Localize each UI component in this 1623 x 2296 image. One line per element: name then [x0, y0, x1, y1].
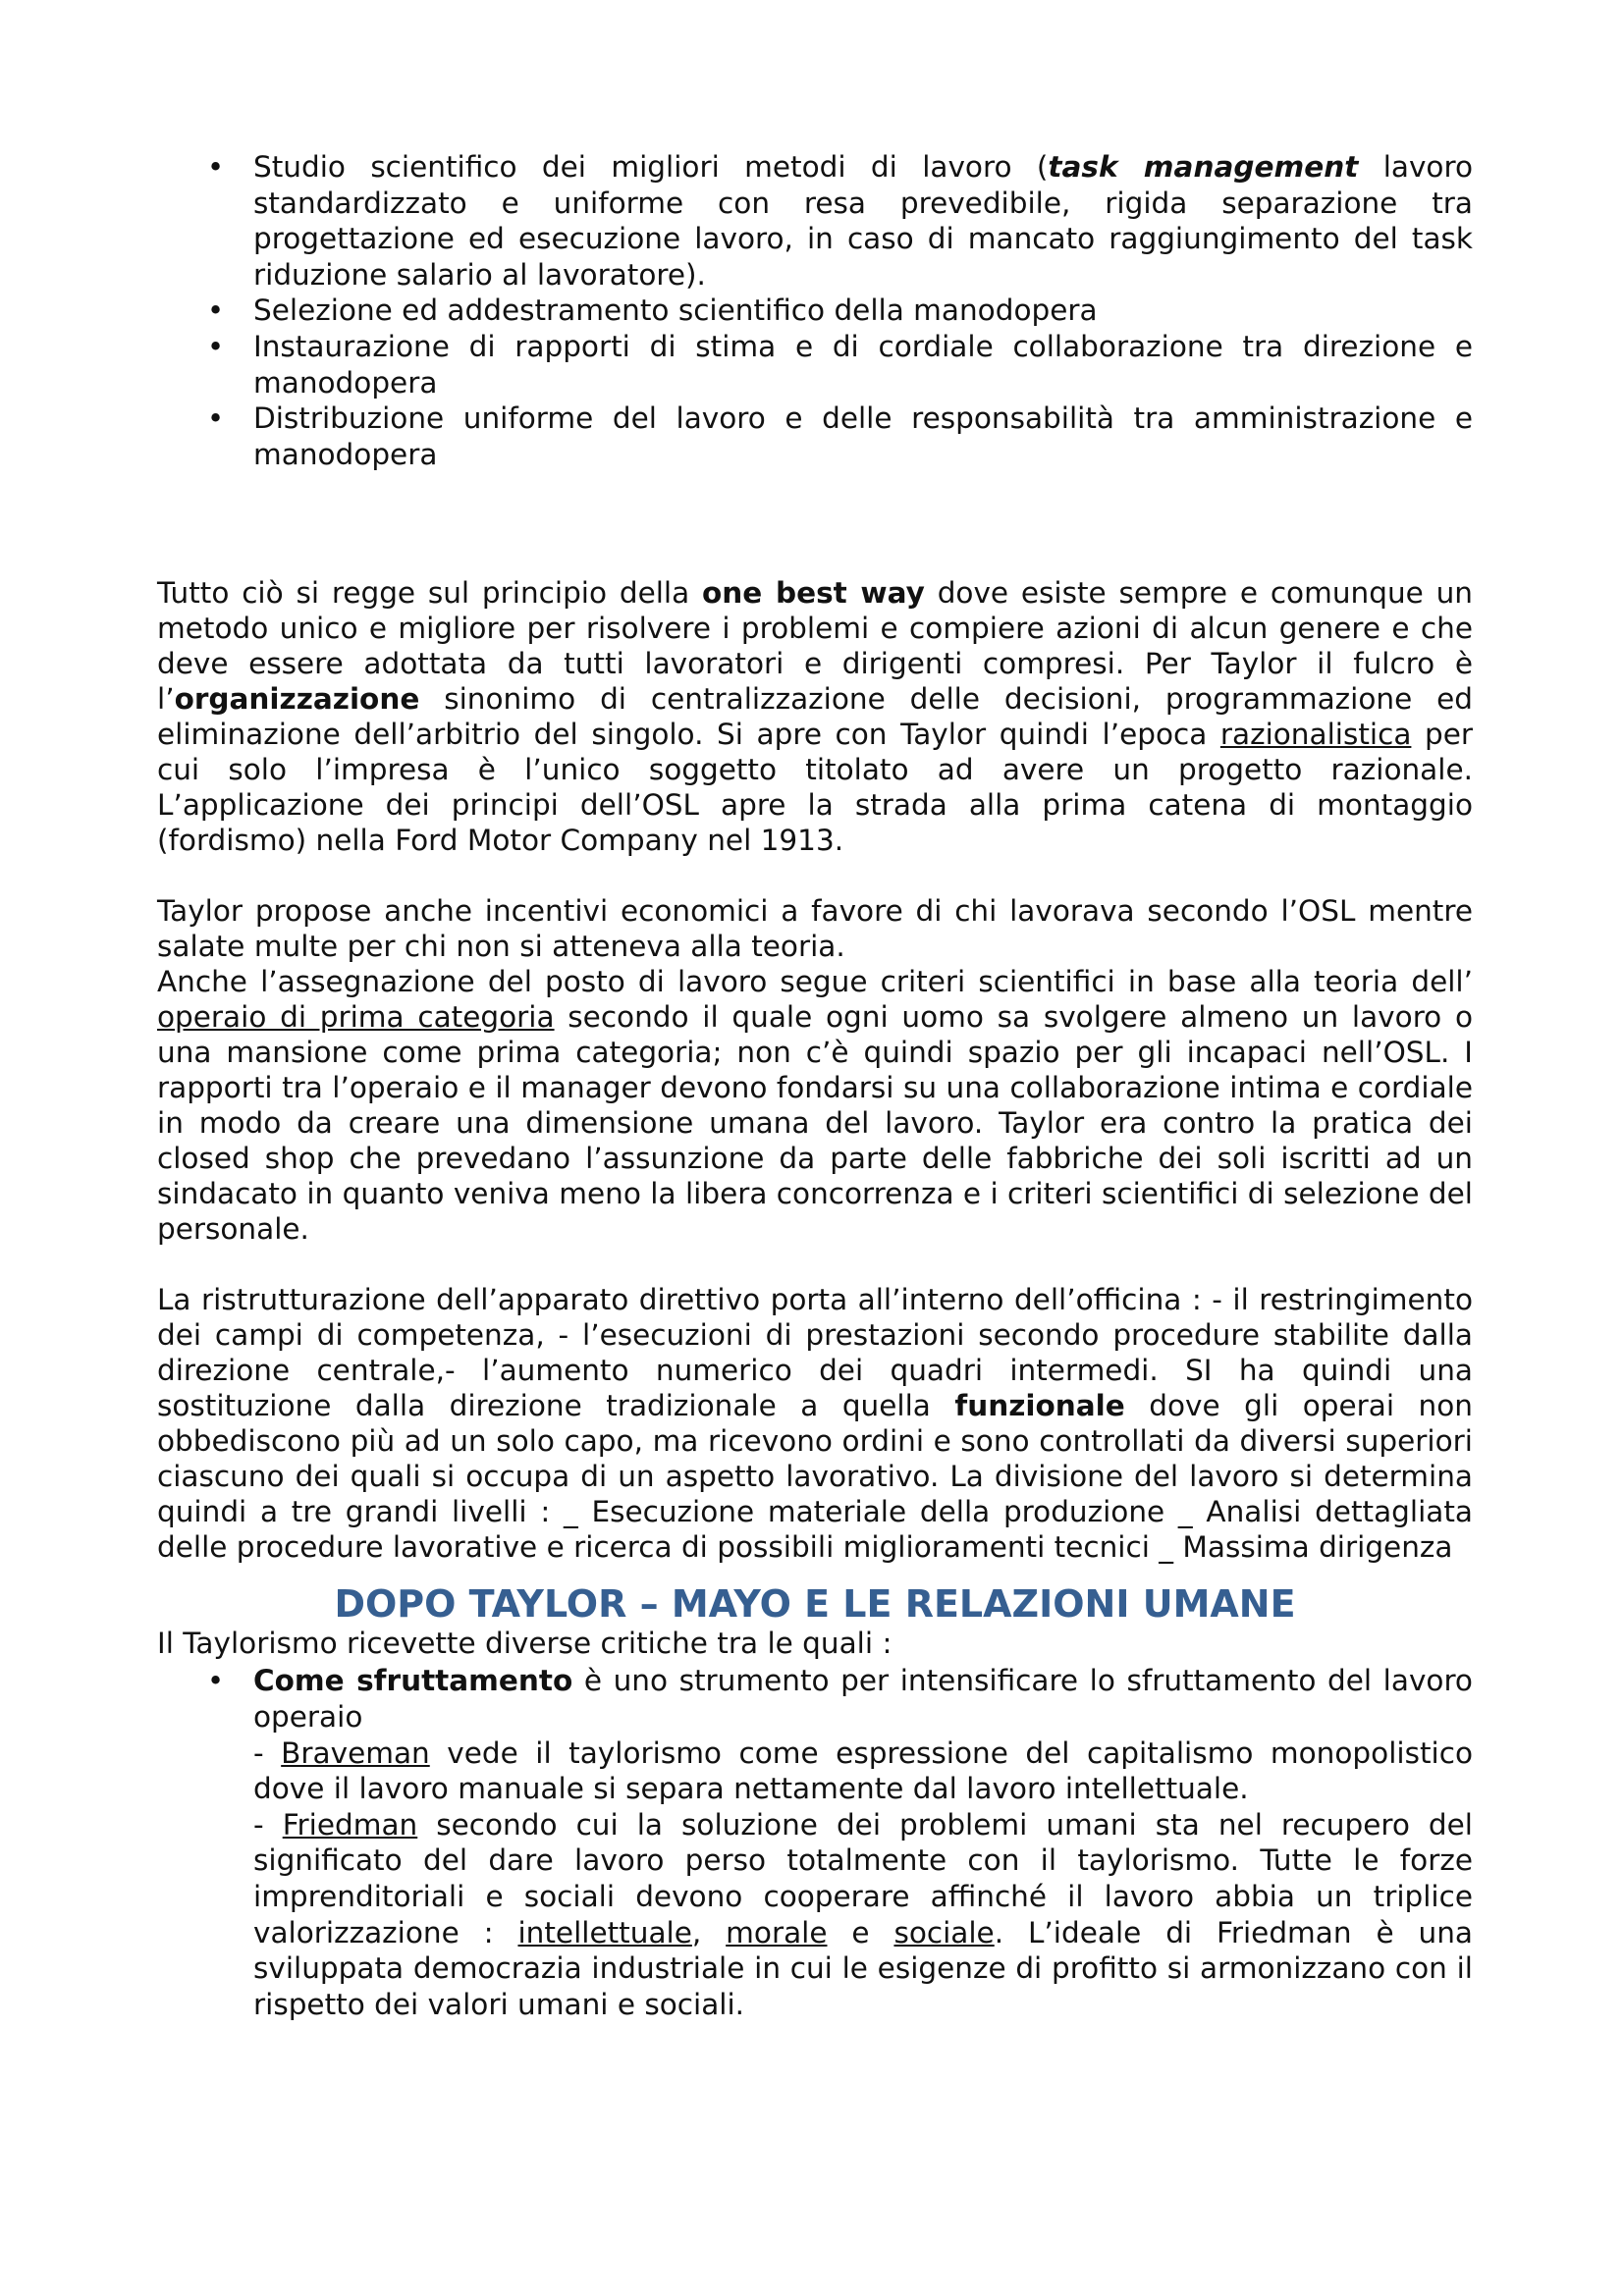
underlined-term: Braveman — [281, 1735, 430, 1770]
underlined-term: Friedman — [282, 1807, 418, 1842]
underlined-term: razionalistica — [1219, 718, 1412, 752]
paragraph-incentives: Taylor propose anche incentivi economici a favore di chi lavorava secondo l’OSL mentre salate multe per chi non si atteneva alla teoria. — [157, 894, 1473, 964]
bold-italic-term: task management — [1048, 150, 1359, 184]
paragraph-restructuring: La ristrutturazione dell’apparato direttivo porta all’interno dell’officina : - il restringimento dei campi di competenza, - l’esecuzioni di prestazioni secondo procedure stabilite dalla direzione centrale,- l’aumento numerico dei quadri intermedi. SI ha quindi una sostituzione dalla direzione tradizionale a quella funzionale dove gli operai non obbediscono più ad un solo capo, ma ricevono ordini e sono controllati da diversi superiori ciascuno dei quali si occupa di un aspetto lavorativo. La divisione del lavoro si determina quindi a tre grandi livelli : _ Esecuzione materiale della produzione _ Analisi dettagliata delle procedure lavorative e ricerca di possibili miglioramenti tecnici _ Massima dirigenza — [157, 1283, 1474, 1565]
underlined-term: sociale — [893, 1915, 995, 1949]
bullet-icon: • — [207, 401, 225, 436]
list-item: • Studio scientifico dei migliori metodi di lavoro (task management lavoro standardizzato e uniforme con resa prevedibile, rigida separazione tra progettazione ed esecuzione lavoro, in caso di mancato raggiungimento del task riduzione salario al lavoratore). — [207, 150, 1474, 292]
paragraph-assignment: Anche l’assegnazione del posto di lavoro segue criteri scientifici in base alla teoria dell’ operaio di prima categoria secondo il quale ogni uomo sa svolgere almeno un lavoro o una mansione come prima categoria; non c’è quindi spazio per gli incapaci nell’OSL. I rapporti tra l’operaio e il manager devono fondarsi su una collaborazione intima e cordiale in modo da creare una dimensione umana del lavoro. Taylor era contro la pratica dei closed shop che prevedano l’assunzione da parte delle fabbriche dei soli iscritti ad un sindacato in quanto veniva meno la libera concorrenza e i criteri scientifici di selezione del personale. — [157, 965, 1473, 1247]
principles-list — [157, 149, 1473, 472]
critiques-intro: Il Taylorismo ricevette diverse critiche tra le quali : — [157, 1627, 893, 1661]
bullet-icon: • — [207, 294, 225, 328]
critiques-list — [157, 1663, 1473, 2022]
paragraph-one-best-way: Tutto ciò si regge sul principio della one best way dove esiste sempre e comunque un metodo unico e migliore per risolvere i problemi e compiere azioni di alcun genere e che deve essere adottata da tutti lavoratori e dirigenti compresi. Per Taylor il fulcro è l’organizzazione sinonimo di centralizzazione delle decisioni, programmazione ed eliminazione dell’arbitrio del singolo. Si apre con Taylor quindi l’epoca razionalistica per cui solo l’impresa è l’unico soggetto titolato ad avere un progetto razionale. L’applicazione dei principi dell’OSL apre la strada alla prima catena di montaggio (fordismo) nella Ford Motor Company nel 1913. — [157, 576, 1473, 858]
bold-term: Come sfruttamento — [253, 1664, 573, 1698]
list-item: • Come sfruttamento è uno strumento per intensificare lo sfruttamento del lavoro operaio - Braveman vede il taylorismo come espressione del capitalismo monopolistico dove il lavoro manuale si separa nettamente dal lavoro intellettuale. - Friedman secondo cui la soluzione dei problemi umani sta nel recupero del significato del dare lavoro perso totalmente con il taylorismo. Tutte le forze imprenditoriali e sociali devono cooperare affinché il lavoro abbia un triplice valorizzazione : intellettuale, morale e sociale. L’ideale di Friedman è una sviluppata democrazia industriale in cui le esigenze di profitto si armonizzano con il rispetto dei valori umani e sociali. — [207, 1664, 1473, 2021]
underlined-term: operaio di prima categoria — [157, 1000, 555, 1035]
bold-term: organizzazione — [174, 682, 420, 717]
underlined-term: morale — [726, 1915, 828, 1949]
bold-term: funzionale — [954, 1389, 1125, 1423]
list-item: • Selezione ed addestramento scientifico della manodopera — [207, 294, 1098, 328]
bullet-icon: • — [207, 150, 225, 184]
list-item: • Instaurazione di rapporti di stima e di cordiale collaborazione tra direzione e manodopera — [207, 329, 1473, 400]
section-heading: DOPO TAYLOR – MAYO E LE RELAZIONI UMANE — [334, 1582, 1296, 1627]
bold-term: one best way — [701, 576, 925, 611]
list-item: • Distribuzione uniforme del lavoro e delle responsabilità tra amministrazione e manodopera — [207, 401, 1473, 471]
bullet-icon: • — [207, 1664, 225, 1698]
underlined-term: intellettuale — [517, 1915, 692, 1949]
bullet-icon: • — [207, 329, 225, 363]
